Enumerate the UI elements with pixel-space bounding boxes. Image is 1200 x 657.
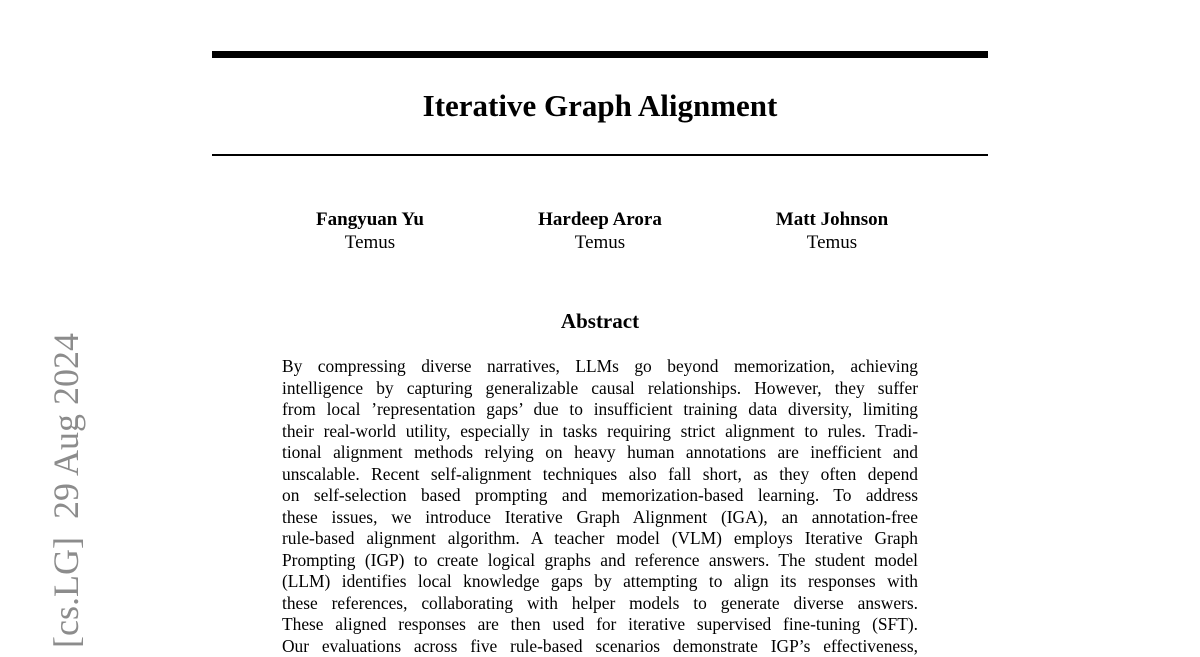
title-rule-bottom [212,154,988,156]
abstract-line: intelligence by capturing generalizable causal relationships. However, they suffer [282,378,918,400]
abstract-line: These aligned responses are then used for iterative supervised fine-tuning (SFT). [282,614,918,636]
author-affiliation: Temus [722,231,942,254]
author-affiliation: Temus [490,231,710,254]
author-affiliation: Temus [260,231,480,254]
title-rule-top [212,51,988,58]
author-name: Matt Johnson [722,208,942,231]
abstract-line: their real-world utility, especially in tasks requiring strict alignment to rules. Tradi- [282,421,918,443]
abstract-line: from local ’representation gaps’ due to insufficient training data diversity, limiting [282,399,918,421]
abstract-line: (LLM) identifies local knowledge gaps by attempting to align its responses with [282,571,918,593]
author-name: Hardeep Arora [490,208,710,231]
author-name: Fangyuan Yu [260,208,480,231]
arxiv-date: 29 Aug 2024 [46,333,86,519]
abstract-line: these issues, we introduce Iterative Graph Alignment (IGA), an annotation-free [282,507,918,529]
abstract-line: By compressing diverse narratives, LLMs go beyond memorization, achieving [282,356,918,378]
arxiv-category: [cs.LG] [46,537,86,648]
author-block [490,208,710,254]
abstract-body [282,356,918,657]
author-block [722,208,942,254]
abstract-heading: Abstract [282,308,918,334]
arxiv-stamp [48,333,84,648]
abstract-line: Our evaluations across five rule-based scenarios demonstrate IGP’s effectiveness, [282,636,918,657]
abstract-line: unscalable. Recent self-alignment techniques also fall short, as they often depend [282,464,918,486]
abstract-line: on self-selection based prompting and memorization-based learning. To address [282,485,918,507]
paper-title: Iterative Graph Alignment [212,86,988,126]
abstract-line: tional alignment methods relying on heavy human annotations are inefficient and [282,442,918,464]
abstract-line: these references, collaborating with helper models to generate diverse answers. [282,593,918,615]
abstract-line: rule-based alignment algorithm. A teacher model (VLM) employs Iterative Graph [282,528,918,550]
author-block [260,208,480,254]
abstract-line: Prompting (IGP) to create logical graphs and reference answers. The student model [282,550,918,572]
